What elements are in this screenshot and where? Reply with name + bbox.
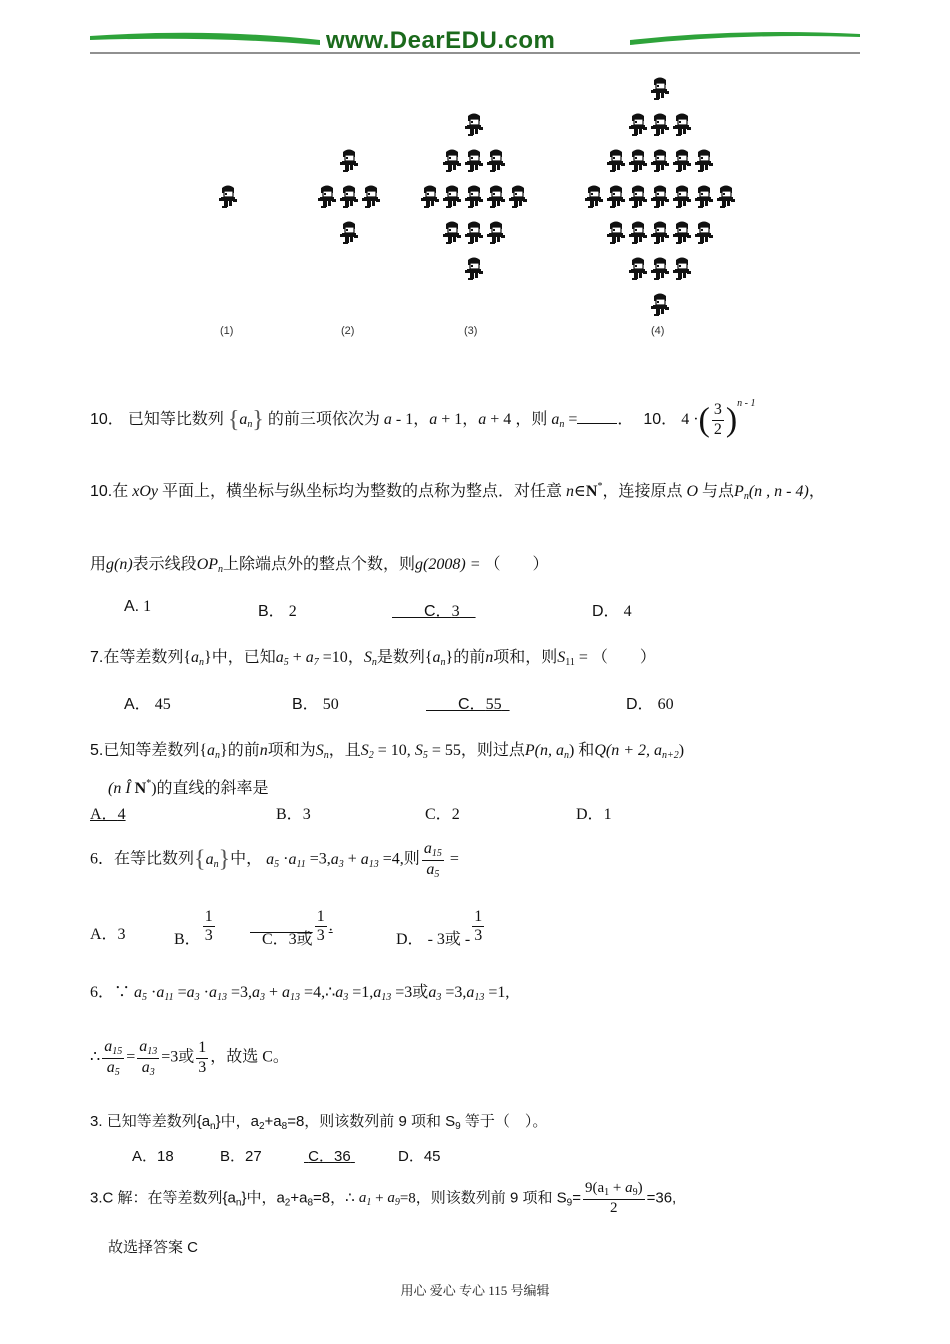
q5-option-b[interactable]: B．3 [276,806,311,823]
q10a-answer-number: 10． [643,411,678,428]
cartoon-child-figure [200,70,760,350]
cartoon-child-icon [487,222,505,245]
q6-options [90,908,690,958]
cartoon-child-icon [673,114,691,137]
question-10b-line2: 用g(n)表示线段$OP_n$上除端点外的整点个数，则g(2008) = （ ） [90,556,549,575]
cartoon-child-icon [465,258,483,281]
q10a-text-3: ，则 [515,411,548,428]
cartoon-child-icon [585,186,603,209]
cartoon-child-icon [695,150,713,173]
q7-option-a[interactable]: A． 45 [124,696,171,713]
cartoon-child-icon [465,114,483,137]
cartoon-child-icon [629,114,647,137]
figure-label-1: (1) [220,325,234,337]
q10b-option-a[interactable]: A. 1 [124,598,152,615]
q6-solution-line2: ∴ $\frac{a_{15}}{a_5}$ = $\frac{a_{13}}{a_3}$ =3或 $\frac{1}{3}$ ，故选 C。 [90,1038,289,1078]
cartoon-child-icon [629,186,647,209]
question-3: 3. 已知等差数列$\{a_n\}$中，$a_2+a_8=8$，则该数列前 9 项和 $S_9$ 等于（ ）。 [90,1113,548,1132]
cartoon-child-icon [629,222,647,245]
q7-option-d[interactable]: D． 60 [626,696,674,713]
question-5: 5.已知等差数列$\{a_n\}$的前n项和为$S_n$，且$S_2 = 10$, $S_5 = 55$，则过点P(n, $a_n$) 和Q(n + 2, $a_{n+2}$) [90,742,685,761]
question-5-line2: (n Î N*)的直线的斜率是 [108,778,269,797]
banner-title: www.DearEDU.com [326,27,556,54]
question-6: 6．在等比数列$\{a_n\}$中， $a_5 \cdot a_{11} =3,a_3 + a_{13} =4$,则 $\frac{a_{15}}{a_5}$ = [90,840,459,880]
cartoon-child-icon [340,222,358,245]
cartoon-child-icon [673,186,691,209]
pattern-figure [200,70,760,350]
cartoon-child-icon [695,186,713,209]
cartoon-child-icon [651,114,669,137]
cartoon-child-icon [629,150,647,173]
q3-option-c[interactable]: C．36 [308,1148,351,1165]
cartoon-child-icon [607,222,625,245]
cartoon-child-icon [651,294,669,317]
q10a-answer-coef: 4 [681,411,690,428]
cartoon-child-icon [673,258,691,281]
question-7: 7.在等差数列$\{a_n\}$中，已知$a_5 + a_7 =10$，$S_n$是数列$\{a_n\}$的前n项和，则$S_{11}$ = （ ） [90,649,656,668]
q10b-option-c[interactable]: C．3 [424,603,460,620]
q3-option-a[interactable]: A．18 [132,1148,174,1165]
q3-option-d[interactable]: D．45 [398,1148,441,1165]
question-10a: 10． 已知等比数列 $\{a_n\}$ 的前三项依次为 a - 1，a + 1，a + 4 ，则 $a_n$ = ． 10． 4 ·( $\frac{3}{2}$ )$^{n - 1}$ [90,398,756,439]
header-banner [90,26,860,56]
q5-option-d[interactable]: D．1 [576,806,612,823]
cartoon-child-icon [443,150,461,173]
q10b-option-d[interactable]: D． 4 [592,603,632,620]
figure-label-3: (3) [464,325,478,337]
cartoon-child-icon [651,258,669,281]
cartoon-child-icon [509,186,527,209]
cartoon-child-icon [607,150,625,173]
cartoon-child-icon [362,186,380,209]
q10a-number: 10． [90,411,124,428]
page-footer: 用心 爱心 专心 115 号编辑 [400,1283,550,1298]
cartoon-child-icon [340,186,358,209]
q3-option-b[interactable]: B．27 [220,1148,262,1165]
cartoon-child-icon [318,186,336,209]
figure-label-2: (2) [341,325,355,337]
cartoon-child-icon [607,186,625,209]
q6-option-b[interactable]: B． $\frac{1}{3}$ [174,908,213,948]
q5-option-a[interactable]: A．4 [90,806,126,823]
q7-option-b[interactable]: B． 50 [292,696,339,713]
cartoon-child-icon [219,186,237,209]
question-10b: 10.在 xOy 平面上，横坐标与纵坐标均为整数的点称为整点．对任意 n∈N*，连接原点 O 与点$P_n(n$ , n - 4)， [90,481,825,502]
q6-option-c[interactable]: C．3或 $\frac{1}{3}$ . [262,908,333,948]
q6-option-d[interactable]: D． - 3或 - $\frac{1}{3}$ [396,908,483,948]
cartoon-child-icon [465,186,483,209]
cartoon-child-icon [421,186,439,209]
figure-label-4: (4) [651,325,665,337]
cartoon-child-icon [443,186,461,209]
cartoon-child-icon [651,150,669,173]
q10a-text-2: 的前三项依次为 [267,411,380,428]
cartoon-child-icon [487,186,505,209]
q3-solution: 3.C 解：在等差数列$\{a_n\}$中，$a_2+a_8=8$，∴ $a_1 + a_9=8$，则该数列前 9 项和 $S_9=$ $\frac{9(a_1 + a_9)}{2}$ =36, [90,1180,677,1216]
cartoon-child-icon [717,186,735,209]
cartoon-child-icon [651,78,669,101]
cartoon-child-icon [443,222,461,245]
cartoon-child-icon [673,222,691,245]
q10a-answer-blank[interactable] [577,409,617,424]
cartoon-child-icon [651,186,669,209]
q6-solution-line1: 6．∵ $a_5 \cdot a_{11} =a_3 \cdot a_{13} =3,a_3 + a_{13}$ $=4,\therefore a_3 =1,a_{13} =3$或$a_3 =3,a_{13} =1$, [90,984,510,1003]
cartoon-child-icon [629,258,647,281]
q10a-answer-exp: n - 1 [737,398,756,409]
cartoon-child-icon [340,150,358,173]
cartoon-child-icon [465,150,483,173]
q10a-text-1: 已知等比数列 [127,411,224,428]
cartoon-child-icon [695,222,713,245]
q3-solution-line2: 故选择答案 C [108,1239,199,1256]
q6-option-a[interactable]: A．3 [90,926,126,943]
cartoon-child-icon [651,222,669,245]
q5-option-c[interactable]: C．2 [425,806,460,823]
q7-option-c[interactable]: C．55 [458,696,502,713]
q10b-option-b[interactable]: B． 2 [258,603,297,620]
cartoon-child-icon [673,150,691,173]
cartoon-child-icon [465,222,483,245]
cartoon-child-icon [487,150,505,173]
